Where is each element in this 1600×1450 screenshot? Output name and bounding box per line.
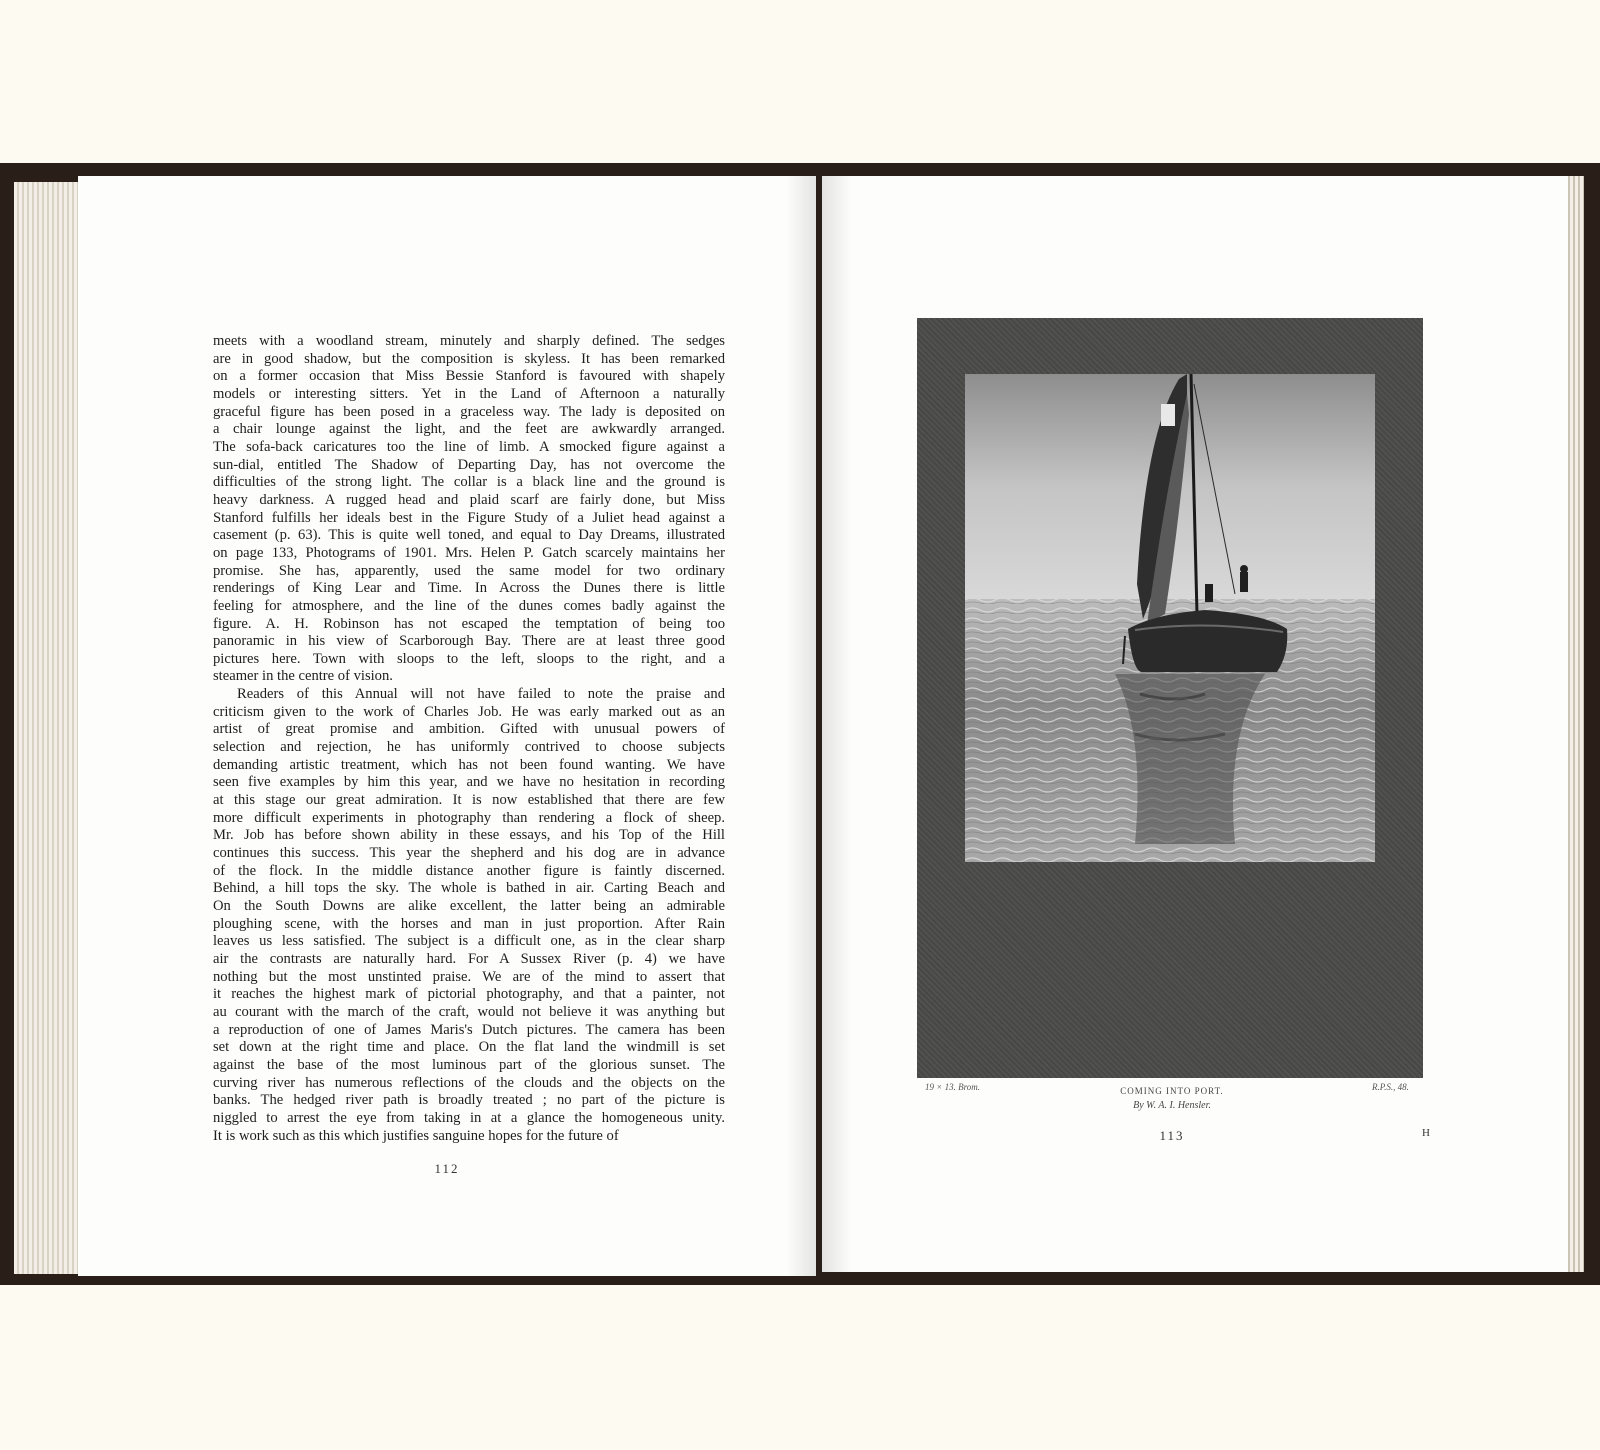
text-line: continues this success. This year the shepherd and his dog are in advance [213,845,725,862]
text-line: graceful figure has been posed in a graceless way. The lady is deposited on [213,403,725,420]
text-line: leaves us less satisfied. The subject is a difficult one, as in the clear sharp [213,933,725,950]
text-line: Readers of this Annual will not have failed to note the praise and [237,686,725,703]
text-line: pictures here. Town with sloops to the left, sloops to the right, and a [213,650,725,667]
text-line: at this stage our great admiration. It is now established that there are few [213,792,725,809]
text-line: on a former occasion that Miss Bessie Stanford is favoured with shapely [213,368,725,385]
text-line: sun-dial, entitled The Shadow of Departing Day, has not overcome the [213,456,725,473]
text-line: seen five examples by him this year, and we have no hesitation in recording [213,774,725,791]
right-page [822,176,1568,1272]
text-line: models or interesting sitters. Yet in the Land of Afternoon a naturally [213,385,725,402]
text-line: banks. The hedged river path is broadly treated ; no part of the picture is [213,1092,725,1109]
plate-caption-ref: R.P.S., 48. [1372,1082,1409,1092]
text-line: It is work such as this which justifies sanguine hopes for the future of [213,1127,619,1144]
plate-caption-size: 19 × 13. Brom. [925,1082,980,1092]
text-line: panoramic in his view of Scarborough Bay. There are at least three good [213,633,725,650]
spine-shadow-left [786,176,816,1276]
text-line: against the base of the most luminous part of the glorious sunset. The [213,1056,725,1073]
text-line: nothing but the most unstinted praise. We are of the mind to assert that [213,968,725,985]
text-line: it reaches the highest mark of pictorial photography, and that a painter, not [213,986,725,1003]
plate-caption-title: COMING INTO PORT. [1120,1086,1224,1096]
text-line: selection and rejection, he has uniformly contrived to choose subjects [213,739,725,756]
photo-plate-mount [917,318,1423,1078]
text-line: a reproduction of one of James Maris's Dutch pictures. The camera has been [213,1021,725,1038]
text-line: Mr. Job has before shown ability in these essays, and his Top of the Hill [213,827,725,844]
text-line: promise. She has, apparently, used the same model for two ordinary [213,562,725,579]
text-line: Stanford fulfills her ideals best in the Figure Study of a Juliet head against a [213,509,725,526]
page-number-left: 112 [434,1161,460,1176]
text-line: criticism given to the work of Charles Job. He was early marked out as an [213,703,725,720]
body-text [213,333,725,1145]
text-line: niggled to arrest the eye from taking in at a glance the homogeneous unity. [213,1109,725,1126]
page-number-right: 113 [1159,1128,1185,1143]
text-line: The sofa-back caricatures too the line of limb. A smocked figure against a [213,438,725,455]
text-line: steamer in the centre of vision. [213,668,393,685]
photo-plate-image [965,374,1375,862]
left-page [78,176,816,1276]
text-line: more difficult experiments in photography than rendering a flock of sheep. [213,809,725,826]
text-line: difficulties of the strong light. The collar is a black line and the ground is [213,474,725,491]
text-line: on page 133, Photograms of 1901. Mrs. Helen P. Gatch scarcely maintains her [213,544,725,561]
text-line: artist of great promise and ambition. Gifted with unusual powers of [213,721,725,738]
text-line: curving river has numerous reflections of the clouds and the objects on the [213,1074,725,1091]
text-line: feeling for atmosphere, and the line of the dunes comes badly against the [213,597,725,614]
text-line: au courant with the march of the craft, would not believe it was anything but [213,1003,725,1020]
text-line: ploughing scene, with the horses and man in just proportion. After Rain [213,915,725,932]
signature-mark: H [1422,1127,1430,1139]
text-line: On the South Downs are alike excellent, the latter being an admirable [213,898,725,914]
text-line: are in good shadow, but the composition is skyless. It has been remarked [213,350,725,367]
spine-shadow-right [822,176,852,1272]
text-line: air the contrasts are naturally hard. For A Sussex River (p. 4) we have [213,950,725,967]
sailboat-photo [965,374,1375,862]
page-edges-left [14,182,84,1274]
text-line: figure. A. H. Robinson has not escaped the temptation of being too [213,615,725,632]
text-line: set down at the right time and place. On the flat land the windmill is set [213,1039,725,1056]
text-line: a chair lounge against the light, and the feet are awkwardly arranged. [213,421,725,438]
text-line: heavy darkness. A rugged head and plaid scarf are fairly done, but Miss [213,491,725,508]
text-line: demanding artistic treatment, which has not been found wanting. We have [213,756,725,773]
text-line: Behind, a hill tops the sky. The whole is bathed in air. Carting Beach and [213,880,725,897]
text-line: of the flock. In the middle distance another figure is faintly discerned. [213,862,725,879]
plate-caption-author: By W. A. I. Hensler. [1133,1100,1211,1111]
text-line: meets with a woodland stream, minutely and sharply defined. The sedges [213,333,725,349]
text-line: renderings of King Lear and Time. In Across the Dunes there is little [213,580,725,597]
text-line: casement (p. 63). This is quite well toned, and equal to Day Dreams, illustrated [213,527,725,544]
